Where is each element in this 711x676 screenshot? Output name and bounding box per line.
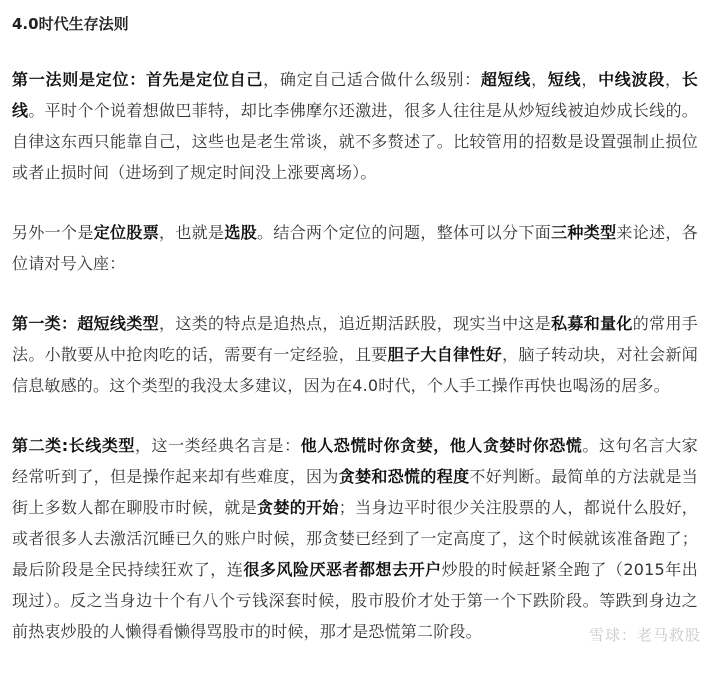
paragraph-type-one: [12, 308, 698, 401]
bold-text: 第一类：超短线类型: [12, 314, 160, 333]
text-run: 不好判断。最简单的方法就是当街上多数人都在聊股市时候，就是: [12, 467, 698, 517]
bold-text: 选股: [224, 223, 258, 242]
bold-text: 胆子大自律性好: [387, 345, 503, 364]
bold-text: 很多风险厌恶者都想去开户: [243, 560, 442, 579]
bold-text: 超短线: [480, 70, 532, 89]
bold-text: 中线波段: [598, 70, 666, 89]
text-run: ，确定自己适合做什么级别：: [263, 70, 481, 89]
text-run: 的常用手法。小散要从中抢肉吃的话，需要有一定经验，且要: [12, 314, 698, 364]
text-run: ，: [665, 70, 682, 89]
bold-text: 贪婪的开始: [257, 498, 339, 517]
text-run: 另外一个是: [12, 223, 94, 242]
text-run: 来论述，各位请对号入座：: [12, 223, 698, 273]
paragraph-positioning: [12, 64, 698, 188]
text-run: ；当身边平时很少关注股票的人，都说什么股好，或者很多人去激活沉睡已久的账户时候，那贪婪已经到了一定高度了，这个时候就该准备跑了；最后阶段是全民持续狂欢了，连: [12, 498, 698, 579]
text-run: 。结合两个定位的问题，整体可以分下面: [257, 223, 552, 242]
section-title: 4.0时代生存法则: [12, 15, 129, 33]
bold-text: 私募和量化: [551, 314, 633, 333]
bold-text: 三种类型: [551, 223, 617, 242]
bold-text: 短线: [547, 70, 582, 89]
bold-text: 长线: [12, 70, 698, 120]
text-run: 。这句名言大家经常听到了，但是操作起来却有些难度，因为: [12, 436, 698, 486]
article: [12, 0, 698, 676]
bold-text: 贪婪和恐慌的程度: [338, 467, 470, 486]
paragraph-stock-selection: [12, 217, 698, 279]
text-run: ，: [581, 70, 599, 89]
text-run: ，也就是: [159, 223, 225, 242]
text-run: ，这一类经典名言是：: [134, 436, 301, 455]
text-run: 炒股的时候赶紧全跑了（2015年出现过）。反之当身边十个有八个亏钱深套时候，股市股价才处于第一个下跌阶段。等跌到身边之前热衷炒股的人懒得看懒得骂股市的时候，那才是恐慌第二阶段。: [12, 560, 698, 641]
text-run: ，这类的特点是追热点，追近期活跃股，现实当中这是: [159, 314, 552, 333]
text-run: ，脑子转动块，对社会新闻信息敏感的。这个类型的我没太多建议，因为在4.0时代，个人手工操作再快也喝汤的居多。: [12, 345, 698, 395]
watermark: 雪球：老马救股: [588, 626, 701, 644]
text-run: ，: [531, 70, 548, 89]
bold-text: 第一法则是定位：首先是定位自己: [12, 70, 264, 89]
bold-text: 定位股票: [93, 223, 160, 242]
text-run: 。平时个个说着想做巴菲特，却比李佛摩尔还激进，很多人往往是从炒短线被迫炒成长线的。自律这东西只能靠自己，这些也是老生常谈，就不多赘述了。比较管用的招数是设置强制止损位或者止损时间（进场到了规定时间没上涨要离场）。: [12, 101, 699, 182]
paragraph-type-two: [12, 430, 698, 647]
bold-text: 第二类:长线类型: [12, 436, 135, 455]
bold-text: 他人恐慌时你贪婪，他人贪婪时你恐慌: [300, 436, 583, 455]
